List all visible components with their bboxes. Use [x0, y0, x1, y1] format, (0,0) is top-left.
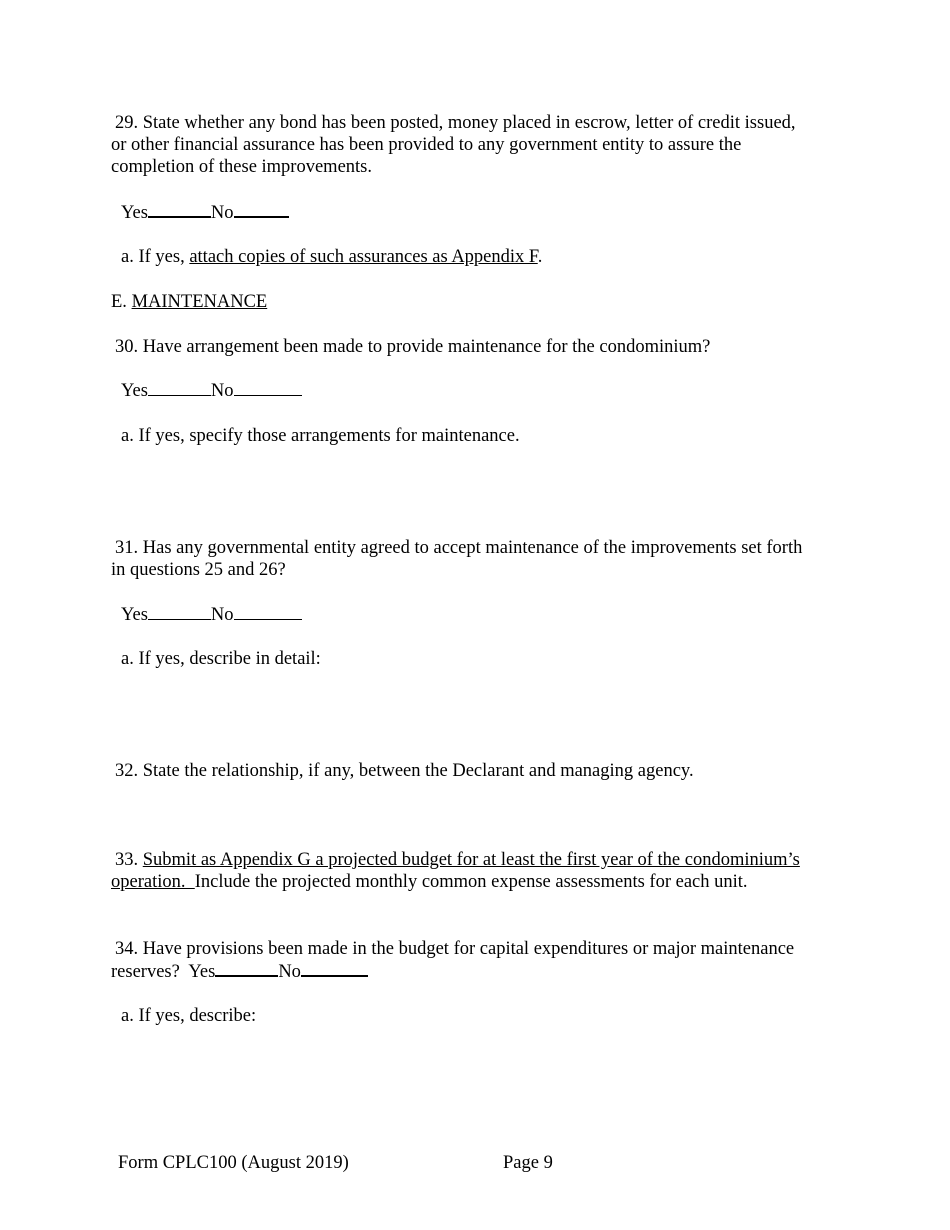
q29-a-prefix: a. If yes, [121, 247, 190, 267]
q29-no-blank[interactable] [234, 201, 289, 218]
no-label: No [278, 962, 301, 982]
q31-yes-no-row [121, 604, 302, 626]
no-label: No [210, 605, 234, 625]
q34-line-2-prefix: reserves? [111, 962, 189, 982]
yes-label: Yes [188, 962, 216, 982]
q31-yes-blank[interactable] [148, 604, 211, 620]
footer-form-id: Form CPLC100 (August 2019) [118, 1153, 349, 1173]
q33-instruction-part-1: Submit as Appendix G a projected budget for at least the first year of the condominium’s [142, 850, 800, 870]
section-e-prefix: E. [111, 292, 132, 312]
yes-label: Yes [121, 605, 148, 625]
no-label: No [210, 203, 234, 223]
q34-line-2 [111, 960, 368, 983]
q33-instruction-part-2: operation. [111, 872, 195, 892]
q33-line-1 [115, 849, 800, 871]
q31-a-text: a. If yes, describe in detail: [121, 649, 321, 669]
q34-no-blank[interactable] [301, 960, 368, 977]
q34-a-text: a. If yes, describe: [121, 1006, 257, 1026]
q31-line-2: in questions 25 and 26? [111, 560, 286, 580]
footer-page-number: Page 9 [503, 1153, 553, 1173]
q33-line-2 [111, 871, 748, 893]
q29-a-suffix: . [537, 247, 543, 267]
q29-line-3: completion of these improvements. [111, 157, 372, 177]
q29-a-line [121, 246, 542, 268]
yes-label: Yes [121, 203, 148, 223]
q34-line-1: 34. Have provisions been made in the budget for capital expenditures or major maintenance [115, 939, 795, 959]
q30-no-blank[interactable] [234, 380, 302, 396]
q29-line-1: 29. State whether any bond has been posted, money placed in escrow, letter of credit issued, [115, 113, 796, 133]
q30-text: 30. Have arrangement been made to provide maintenance for the condominium? [115, 337, 711, 357]
section-e-title: MAINTENANCE [131, 292, 268, 312]
no-label: No [210, 381, 234, 401]
q32-text: 32. State the relationship, if any, between the Declarant and managing agency. [115, 761, 694, 781]
yes-label: Yes [121, 381, 148, 401]
q30-yes-no-row [121, 380, 302, 402]
q29-yes-blank[interactable] [148, 201, 211, 218]
q29-a-instruction: attach copies of such assurances as Appendix F [189, 247, 538, 267]
q29-yes-no-row [121, 201, 289, 224]
q31-line-1: 31. Has any governmental entity agreed to accept maintenance of the improvements set forth [115, 538, 803, 558]
q34-yes-blank[interactable] [215, 960, 278, 977]
q33-prefix: 33. [115, 850, 143, 870]
q33-instruction-rest: Include the projected monthly common expense assessments for each unit. [194, 872, 748, 892]
q31-no-blank[interactable] [234, 604, 302, 620]
q29-line-2: or other financial assurance has been provided to any government entity to assure the [111, 135, 742, 155]
q30-a-text: a. If yes, specify those arrangements for maintenance. [121, 426, 520, 446]
q30-yes-blank[interactable] [148, 380, 211, 396]
section-e-heading [111, 291, 267, 313]
